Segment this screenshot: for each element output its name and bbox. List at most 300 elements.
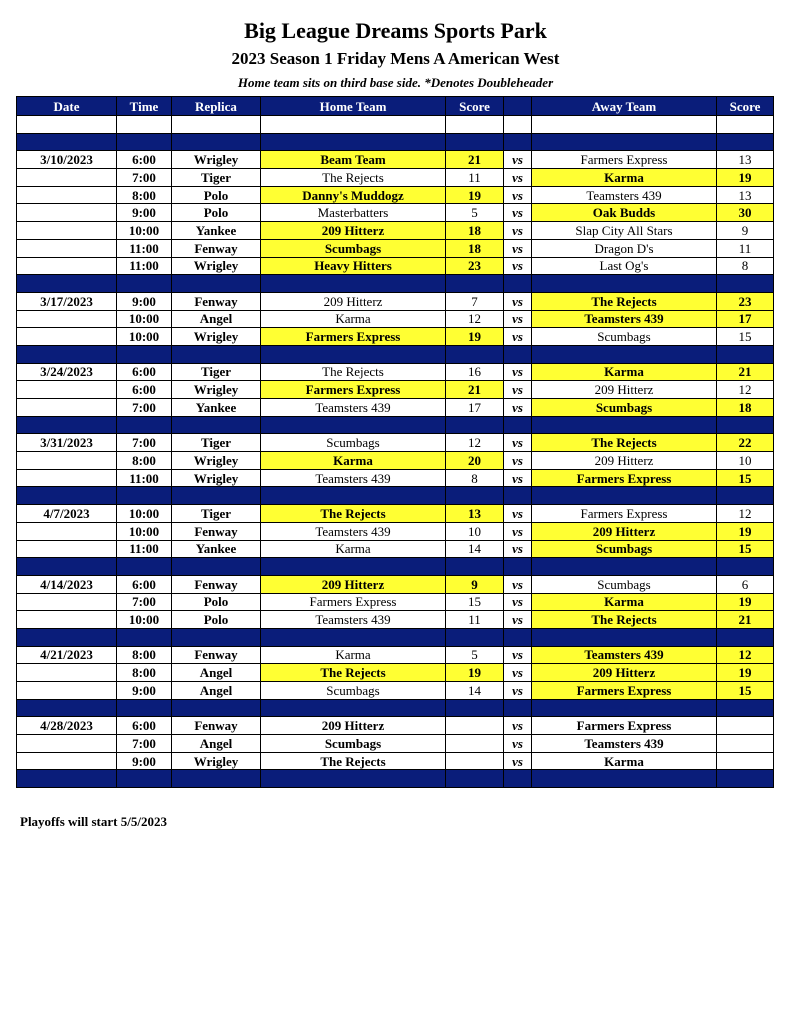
away-team-cell: The Rejects	[532, 611, 717, 629]
week-separator-row-cell	[261, 770, 446, 788]
table-row	[17, 399, 774, 417]
date-cell	[17, 752, 117, 770]
blank-row-cell	[172, 116, 261, 134]
away-score-cell: 13	[717, 151, 774, 169]
away-team-cell: Farmers Express	[532, 151, 717, 169]
time-cell: 9:00	[117, 292, 172, 310]
home-score-cell: 12	[446, 310, 504, 328]
away-team-cell: Karma	[532, 363, 717, 381]
replica-cell: Fenway	[172, 522, 261, 540]
week-separator-row	[17, 345, 774, 363]
week-separator-row	[17, 275, 774, 293]
away-team-cell: Karma	[532, 752, 717, 770]
week-separator-row-cell	[532, 558, 717, 576]
vs-cell: vs	[504, 752, 532, 770]
week-separator-row-cell	[717, 416, 774, 434]
replica-cell: Tiger	[172, 434, 261, 452]
away-team-cell: Scumbags	[532, 328, 717, 346]
away-team-cell: Dragon D's	[532, 239, 717, 257]
away-score-cell: 23	[717, 292, 774, 310]
week-separator-row	[17, 416, 774, 434]
home-score-cell: 5	[446, 204, 504, 222]
col-header-away-score: Score	[717, 97, 774, 116]
week-separator-row-cell	[261, 487, 446, 505]
home-team-cell: The Rejects	[261, 505, 446, 523]
home-score-cell	[446, 717, 504, 735]
vs-cell: vs	[504, 611, 532, 629]
table-row	[17, 611, 774, 629]
home-team-cell: Danny's Muddogz	[261, 186, 446, 204]
replica-cell: Yankee	[172, 399, 261, 417]
week-separator-row-cell	[261, 275, 446, 293]
table-row	[17, 363, 774, 381]
replica-cell: Angel	[172, 735, 261, 753]
week-separator-row-cell	[446, 770, 504, 788]
replica-cell: Wrigley	[172, 752, 261, 770]
week-separator-row-cell	[117, 699, 172, 717]
date-cell: 4/28/2023	[17, 717, 117, 735]
away-score-cell: 15	[717, 469, 774, 487]
away-score-cell: 8	[717, 257, 774, 275]
replica-cell: Wrigley	[172, 151, 261, 169]
away-team-cell: The Rejects	[532, 434, 717, 452]
week-separator-row-cell	[532, 133, 717, 151]
week-separator-row-cell	[117, 628, 172, 646]
vs-cell: vs	[504, 593, 532, 611]
page-subtitle: 2023 Season 1 Friday Mens A American West	[231, 49, 560, 68]
home-score-cell: 5	[446, 646, 504, 664]
date-cell	[17, 664, 117, 682]
date-cell	[17, 593, 117, 611]
table-row	[17, 310, 774, 328]
schedule-table	[16, 96, 774, 788]
replica-cell: Wrigley	[172, 257, 261, 275]
date-cell	[17, 399, 117, 417]
home-team-cell: Beam Team	[261, 151, 446, 169]
week-separator-row-cell	[446, 416, 504, 434]
home-team-cell: Heavy Hitters	[261, 257, 446, 275]
away-score-cell: 15	[717, 328, 774, 346]
table-row	[17, 752, 774, 770]
week-separator-row-cell	[17, 699, 117, 717]
table-row	[17, 186, 774, 204]
week-separator-row-cell	[17, 770, 117, 788]
week-separator-row-cell	[532, 416, 717, 434]
col-header-date: Date	[17, 97, 117, 116]
home-score-cell: 17	[446, 399, 504, 417]
replica-cell: Angel	[172, 310, 261, 328]
schedule-body	[17, 116, 774, 788]
home-score-cell: 10	[446, 522, 504, 540]
vs-cell: vs	[504, 222, 532, 240]
vs-cell: vs	[504, 682, 532, 700]
away-team-cell: Farmers Express	[532, 469, 717, 487]
week-separator-row-cell	[261, 133, 446, 151]
week-separator-row-cell	[504, 628, 532, 646]
home-team-cell: Masterbatters	[261, 204, 446, 222]
home-team-cell: Teamsters 439	[261, 522, 446, 540]
blank-row-cell	[261, 116, 446, 134]
date-cell: 4/14/2023	[17, 575, 117, 593]
away-team-cell: 209 Hitterz	[532, 452, 717, 470]
home-score-cell	[446, 735, 504, 753]
home-team-cell: 209 Hitterz	[261, 292, 446, 310]
week-separator-row-cell	[17, 133, 117, 151]
away-team-cell: Teamsters 439	[532, 310, 717, 328]
week-separator-row-cell	[504, 133, 532, 151]
time-cell: 10:00	[117, 310, 172, 328]
blank-row	[17, 116, 774, 134]
col-header-home-score: Score	[446, 97, 504, 116]
blank-row-cell	[446, 116, 504, 134]
week-separator-row	[17, 699, 774, 717]
time-cell: 9:00	[117, 752, 172, 770]
time-cell: 7:00	[117, 735, 172, 753]
date-cell	[17, 257, 117, 275]
away-score-cell	[717, 717, 774, 735]
away-team-cell: Karma	[532, 593, 717, 611]
col-header-away-team: Away Team	[532, 97, 717, 116]
date-cell: 4/21/2023	[17, 646, 117, 664]
blank-row-cell	[717, 116, 774, 134]
week-separator-row-cell	[504, 770, 532, 788]
home-team-cell: The Rejects	[261, 664, 446, 682]
vs-cell: vs	[504, 363, 532, 381]
time-cell: 7:00	[117, 593, 172, 611]
table-row	[17, 292, 774, 310]
week-separator-row-cell	[532, 487, 717, 505]
replica-cell: Wrigley	[172, 381, 261, 399]
week-separator-row-cell	[261, 699, 446, 717]
away-team-cell: Teamsters 439	[532, 735, 717, 753]
week-separator-row-cell	[117, 345, 172, 363]
home-score-cell: 19	[446, 664, 504, 682]
vs-cell: vs	[504, 328, 532, 346]
vs-cell: vs	[504, 522, 532, 540]
time-cell: 10:00	[117, 522, 172, 540]
home-team-cell: Farmers Express	[261, 381, 446, 399]
week-separator-row-cell	[717, 628, 774, 646]
time-cell: 7:00	[117, 434, 172, 452]
week-separator-row	[17, 628, 774, 646]
vs-cell: vs	[504, 257, 532, 275]
week-separator-row-cell	[717, 487, 774, 505]
week-separator-row-cell	[117, 558, 172, 576]
away-score-cell	[717, 735, 774, 753]
date-cell	[17, 169, 117, 187]
week-separator-row-cell	[117, 275, 172, 293]
date-cell	[17, 611, 117, 629]
home-score-cell: 14	[446, 540, 504, 558]
away-score-cell: 17	[717, 310, 774, 328]
replica-cell: Fenway	[172, 239, 261, 257]
away-score-cell: 15	[717, 682, 774, 700]
away-team-cell: Farmers Express	[532, 717, 717, 735]
vs-cell: vs	[504, 381, 532, 399]
vs-cell: vs	[504, 646, 532, 664]
time-cell: 8:00	[117, 186, 172, 204]
away-score-cell: 12	[717, 646, 774, 664]
home-team-cell: Farmers Express	[261, 328, 446, 346]
away-team-cell: 209 Hitterz	[532, 522, 717, 540]
week-separator-row-cell	[446, 699, 504, 717]
week-separator-row-cell	[446, 628, 504, 646]
week-separator-row-cell	[172, 770, 261, 788]
away-team-cell: Teamsters 439	[532, 186, 717, 204]
week-separator-row-cell	[504, 416, 532, 434]
date-cell	[17, 682, 117, 700]
away-team-cell: Slap City All Stars	[532, 222, 717, 240]
replica-cell: Tiger	[172, 363, 261, 381]
date-cell	[17, 328, 117, 346]
away-score-cell: 21	[717, 363, 774, 381]
col-header-replica: Replica	[172, 97, 261, 116]
home-score-cell: 21	[446, 151, 504, 169]
week-separator-row-cell	[117, 770, 172, 788]
date-cell	[17, 204, 117, 222]
col-header-home-team: Home Team	[261, 97, 446, 116]
time-cell: 11:00	[117, 540, 172, 558]
week-separator-row	[17, 770, 774, 788]
home-score-cell: 16	[446, 363, 504, 381]
week-separator-row-cell	[446, 275, 504, 293]
replica-cell: Wrigley	[172, 452, 261, 470]
week-separator-row	[17, 133, 774, 151]
week-separator-row-cell	[717, 345, 774, 363]
away-team-cell: The Rejects	[532, 292, 717, 310]
away-team-cell: Karma	[532, 169, 717, 187]
away-score-cell: 19	[717, 169, 774, 187]
time-cell: 10:00	[117, 611, 172, 629]
date-cell: 3/17/2023	[17, 292, 117, 310]
home-score-cell: 23	[446, 257, 504, 275]
home-score-cell: 20	[446, 452, 504, 470]
week-separator-row-cell	[717, 133, 774, 151]
replica-cell: Yankee	[172, 222, 261, 240]
date-cell: 3/31/2023	[17, 434, 117, 452]
week-separator-row-cell	[532, 628, 717, 646]
week-separator-row-cell	[17, 275, 117, 293]
home-score-cell: 12	[446, 434, 504, 452]
table-row	[17, 469, 774, 487]
week-separator-row-cell	[172, 416, 261, 434]
away-score-cell: 21	[717, 611, 774, 629]
away-score-cell: 12	[717, 381, 774, 399]
week-separator-row-cell	[504, 699, 532, 717]
time-cell: 7:00	[117, 399, 172, 417]
vs-cell: vs	[504, 717, 532, 735]
table-header-row	[17, 97, 774, 116]
week-separator-row-cell	[17, 558, 117, 576]
vs-cell: vs	[504, 151, 532, 169]
away-team-cell: Scumbags	[532, 540, 717, 558]
replica-cell: Fenway	[172, 646, 261, 664]
away-score-cell: 19	[717, 522, 774, 540]
away-team-cell: 209 Hitterz	[532, 664, 717, 682]
week-separator-row	[17, 558, 774, 576]
time-cell: 10:00	[117, 505, 172, 523]
week-separator-row-cell	[17, 345, 117, 363]
vs-cell: vs	[504, 204, 532, 222]
week-separator-row-cell	[172, 699, 261, 717]
replica-cell: Angel	[172, 682, 261, 700]
away-team-cell: Scumbags	[532, 399, 717, 417]
home-team-cell: Farmers Express	[261, 593, 446, 611]
away-score-cell: 9	[717, 222, 774, 240]
home-team-cell: Scumbags	[261, 434, 446, 452]
week-separator-row-cell	[117, 487, 172, 505]
table-row	[17, 505, 774, 523]
replica-cell: Polo	[172, 186, 261, 204]
replica-cell: Tiger	[172, 169, 261, 187]
week-separator-row-cell	[504, 275, 532, 293]
home-score-cell: 19	[446, 328, 504, 346]
away-team-cell: Farmers Express	[532, 505, 717, 523]
away-score-cell: 19	[717, 664, 774, 682]
away-score-cell: 15	[717, 540, 774, 558]
home-team-cell: The Rejects	[261, 363, 446, 381]
week-separator-row-cell	[717, 558, 774, 576]
time-cell: 11:00	[117, 469, 172, 487]
date-cell	[17, 222, 117, 240]
time-cell: 9:00	[117, 682, 172, 700]
away-team-cell: Last Og's	[532, 257, 717, 275]
home-score-cell: 19	[446, 186, 504, 204]
away-score-cell: 10	[717, 452, 774, 470]
replica-cell: Fenway	[172, 292, 261, 310]
time-cell: 8:00	[117, 664, 172, 682]
home-score-cell: 11	[446, 611, 504, 629]
away-score-cell: 6	[717, 575, 774, 593]
time-cell: 10:00	[117, 328, 172, 346]
week-separator-row-cell	[261, 416, 446, 434]
replica-cell: Polo	[172, 593, 261, 611]
vs-cell: vs	[504, 186, 532, 204]
table-row	[17, 522, 774, 540]
col-header-vs	[504, 97, 532, 116]
week-separator-row-cell	[446, 487, 504, 505]
table-row	[17, 735, 774, 753]
vs-cell: vs	[504, 575, 532, 593]
table-row	[17, 222, 774, 240]
blank-row-cell	[117, 116, 172, 134]
home-score-cell: 18	[446, 239, 504, 257]
time-cell: 6:00	[117, 381, 172, 399]
blank-row-cell	[504, 116, 532, 134]
week-separator-row-cell	[532, 345, 717, 363]
away-score-cell: 11	[717, 239, 774, 257]
blank-row-cell	[532, 116, 717, 134]
vs-cell: vs	[504, 735, 532, 753]
col-header-time: Time	[117, 97, 172, 116]
week-separator-row-cell	[172, 275, 261, 293]
home-team-cell: Scumbags	[261, 735, 446, 753]
home-team-cell: Karma	[261, 646, 446, 664]
header-note: Home team sits on third base side. *Denotes Doubleheader	[237, 75, 554, 90]
week-separator-row-cell	[261, 558, 446, 576]
away-team-cell: Teamsters 439	[532, 646, 717, 664]
home-team-cell: The Rejects	[261, 752, 446, 770]
vs-cell: vs	[504, 169, 532, 187]
date-cell	[17, 239, 117, 257]
home-team-cell: Karma	[261, 310, 446, 328]
time-cell: 8:00	[117, 452, 172, 470]
week-separator-row-cell	[17, 628, 117, 646]
away-score-cell: 19	[717, 593, 774, 611]
date-cell: 3/24/2023	[17, 363, 117, 381]
replica-cell: Wrigley	[172, 328, 261, 346]
date-cell	[17, 381, 117, 399]
replica-cell: Tiger	[172, 505, 261, 523]
date-cell: 3/10/2023	[17, 151, 117, 169]
replica-cell: Wrigley	[172, 469, 261, 487]
home-team-cell: Teamsters 439	[261, 399, 446, 417]
table-row	[17, 452, 774, 470]
week-separator-row-cell	[117, 133, 172, 151]
week-separator-row-cell	[172, 558, 261, 576]
away-team-cell: Oak Budds	[532, 204, 717, 222]
replica-cell: Angel	[172, 664, 261, 682]
vs-cell: vs	[504, 434, 532, 452]
vs-cell: vs	[504, 292, 532, 310]
home-team-cell: 209 Hitterz	[261, 575, 446, 593]
week-separator-row-cell	[17, 487, 117, 505]
time-cell: 6:00	[117, 151, 172, 169]
week-separator-row-cell	[532, 275, 717, 293]
home-team-cell: 209 Hitterz	[261, 717, 446, 735]
page-title: Big League Dreams Sports Park	[244, 18, 547, 43]
date-cell	[17, 735, 117, 753]
date-cell: 4/7/2023	[17, 505, 117, 523]
table-row	[17, 646, 774, 664]
week-separator-row-cell	[261, 345, 446, 363]
week-separator-row-cell	[172, 345, 261, 363]
time-cell: 10:00	[117, 222, 172, 240]
time-cell: 8:00	[117, 646, 172, 664]
away-team-cell: Scumbags	[532, 575, 717, 593]
away-score-cell: 13	[717, 186, 774, 204]
table-row	[17, 204, 774, 222]
week-separator-row-cell	[532, 699, 717, 717]
away-score-cell	[717, 752, 774, 770]
date-cell	[17, 540, 117, 558]
week-separator-row-cell	[717, 770, 774, 788]
home-score-cell: 9	[446, 575, 504, 593]
replica-cell: Fenway	[172, 717, 261, 735]
home-score-cell: 14	[446, 682, 504, 700]
date-cell	[17, 469, 117, 487]
week-separator-row-cell	[172, 487, 261, 505]
away-score-cell: 18	[717, 399, 774, 417]
home-team-cell: Teamsters 439	[261, 469, 446, 487]
week-separator-row-cell	[532, 770, 717, 788]
date-cell	[17, 310, 117, 328]
replica-cell: Polo	[172, 204, 261, 222]
week-separator-row-cell	[261, 628, 446, 646]
time-cell: 11:00	[117, 257, 172, 275]
footer-note: Playoffs will start 5/5/2023	[20, 814, 167, 829]
away-score-cell: 22	[717, 434, 774, 452]
home-score-cell: 13	[446, 505, 504, 523]
table-row	[17, 169, 774, 187]
table-row	[17, 575, 774, 593]
time-cell: 6:00	[117, 575, 172, 593]
time-cell: 6:00	[117, 717, 172, 735]
home-score-cell: 18	[446, 222, 504, 240]
week-separator-row-cell	[446, 345, 504, 363]
replica-cell: Polo	[172, 611, 261, 629]
vs-cell: vs	[504, 664, 532, 682]
